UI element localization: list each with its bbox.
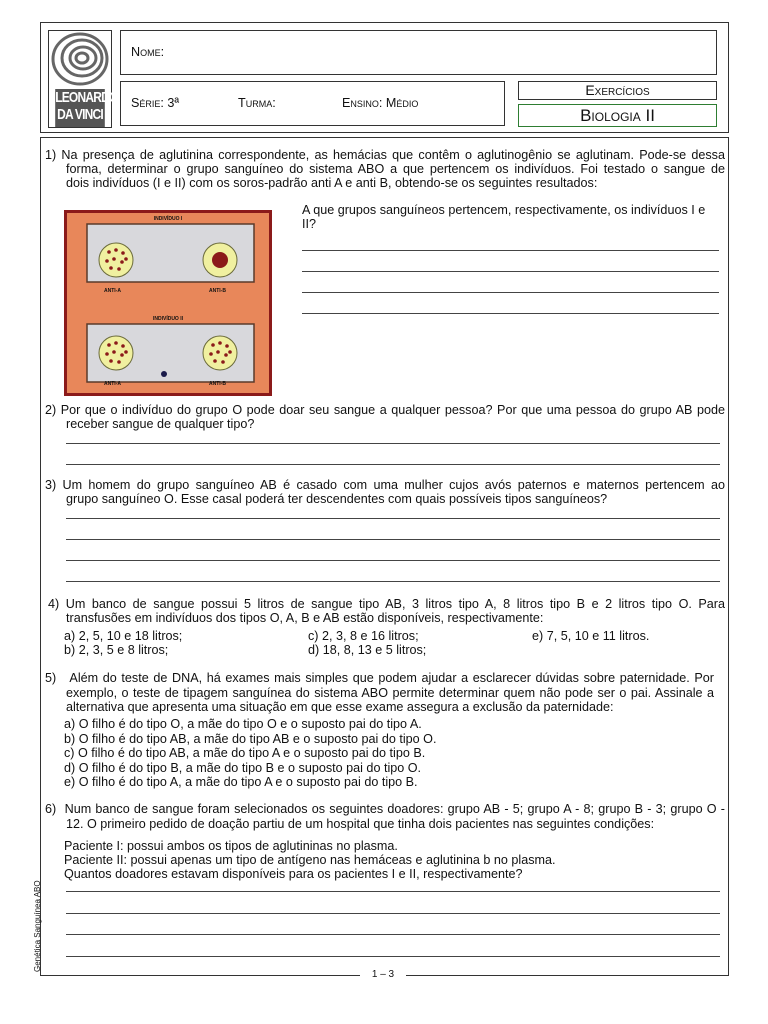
question-text: 6) Num banco de sangue foram selecionados os seguintes doadores: grupo AB - 5; grupo A - 8; grupo B - 3; grupo O -	[45, 802, 725, 816]
answer-line[interactable]	[302, 292, 719, 293]
subject-title: Biologia II	[518, 104, 717, 127]
anti-b-label: ANTI-B	[209, 288, 226, 294]
question-text: exemplo, o teste de tipagem sanguínea do sistema ABO permite determinar quem não pode ser o pai. Assinale a	[66, 686, 714, 700]
answer-line[interactable]	[302, 271, 719, 272]
question-text: alternativa que apresenta uma situação em que esse exame assegura a exclusão da paternidade:	[66, 700, 614, 714]
individual-1-label: INDIVÍDUO I	[153, 216, 183, 222]
question-text: transfusões em indivíduos dos tipos O, A, B e AB estão disponíveis, respectivamente:	[66, 611, 544, 625]
question-text: 2) Por que o indivíduo do grupo O pode doar seu sangue a qualquer pessoa? Por que uma pessoa do grupo AB pode	[45, 403, 725, 417]
answer-line[interactable]	[302, 313, 719, 314]
name-label: Nome:	[131, 45, 165, 59]
patient-1-text: Paciente I: possui ambos os tipos de aglutininas no plasma.	[64, 839, 398, 853]
turma-label: Turma:	[238, 96, 276, 110]
answer-line[interactable]	[66, 891, 720, 892]
option-a[interactable]: a) 2, 5, 10 e 18 litros;	[64, 629, 183, 643]
answer-line[interactable]	[66, 518, 720, 519]
option-e[interactable]: e) 7, 5, 10 e 11 litros.	[532, 629, 650, 643]
option-d[interactable]: d) O filho é do tipo B, a mãe do tipo B e o suposto pai do tipo O.	[64, 761, 422, 775]
question-text: 12. O primeiro pedido de doação partiu de um hospital que tinha dois pacientes nas seguintes condições:	[66, 817, 655, 831]
question-text: receber sangue de qualquer tipo?	[66, 417, 255, 431]
option-a[interactable]: a) O filho é do tipo O, a mãe do tipo O e o suposto pai do tipo A.	[64, 717, 422, 731]
ensino-label: Ensino: Médio	[342, 96, 419, 110]
individual-2-label: INDIVÍDUO II	[152, 316, 183, 322]
question-text: forma, determinar o grupo sanguíneo do sistema ABO a que pertencem os indivíduos. Foi testado o sangue de	[66, 162, 725, 176]
question-text: A que grupos sanguíneos pertencem, respectivamente, os indivíduos I e	[302, 203, 706, 217]
question-text: grupo sanguíneo O. Esse casal poderá ter descendentes com quais possíveis tipos sanguíneos?	[66, 492, 608, 506]
patient-2-text: Paciente II: possui apenas um tipo de antígeno nas hemáceas e aglutinina b no plasma.	[64, 853, 556, 867]
logo-text-line2: DA VINCI	[57, 106, 103, 123]
option-e[interactable]: e) O filho é do tipo A, a mãe do tipo A e o suposto pai do tipo B.	[64, 775, 418, 789]
anti-b-label: ANTI-B	[209, 381, 226, 387]
answer-line[interactable]	[66, 560, 720, 561]
answer-line[interactable]	[66, 443, 720, 444]
question-text: dois indivíduos (I e II) com os soros-padrão anti A e anti B, obtendo-se os seguintes resultados:	[66, 176, 598, 190]
option-c[interactable]: c) O filho é do tipo AB, a mãe do tipo A e o suposto pai do tipo B.	[64, 746, 426, 760]
anti-a-label: ANTI-A	[104, 288, 121, 294]
question-text: 1) Na presença de aglutinina correspondente, as hemácias que contêm o aglutinogênio se aglutinam. Pode-se dessa	[45, 148, 725, 162]
anti-a-label: ANTI-A	[104, 381, 121, 387]
spiral-logo-icon	[49, 31, 111, 87]
side-label: Genética Sanguínea ABO	[33, 880, 42, 972]
name-field[interactable]	[120, 30, 717, 75]
answer-line[interactable]	[66, 934, 720, 935]
option-d[interactable]: d) 18, 8, 13 e 5 litros;	[308, 643, 427, 657]
document-type: Exercícios	[518, 81, 717, 100]
logo-text-line1: LEONARDO	[55, 89, 118, 106]
question-text: Quantos doadores estavam disponíveis para os pacientes I e II, respectivamente?	[64, 867, 523, 881]
page-number: 1 – 3	[360, 968, 406, 982]
class-info-box	[120, 81, 505, 126]
question-text: 4) Um banco de sangue possui 5 litros de sangue tipo AB, 3 litros tipo A, 8 litros tipo B e 2 litros tipo O. Para	[48, 597, 725, 611]
answer-line[interactable]	[66, 539, 720, 540]
answer-line[interactable]	[66, 464, 720, 465]
answer-line[interactable]	[66, 956, 720, 957]
option-b[interactable]: b) 2, 3, 5 e 8 litros;	[64, 643, 169, 657]
question-text: 5) Além do teste de DNA, há exames mais simples que podem ajudar a esclarecer dúvidas sobre paternidade. Por	[45, 671, 714, 685]
answer-line[interactable]	[66, 581, 720, 582]
answer-line[interactable]	[66, 913, 720, 914]
option-b[interactable]: b) O filho é do tipo AB, a mãe do tipo AB e o suposto pai do tipo O.	[64, 732, 437, 746]
question-text: II?	[302, 217, 317, 231]
school-logo	[48, 30, 118, 128]
question-text: 3) Um homem do grupo sanguíneo AB é casado com uma mulher cujos avós paternos e maternos pertencem ao	[45, 478, 725, 492]
option-c[interactable]: c) 2, 3, 8 e 16 litros;	[308, 629, 419, 643]
answer-line[interactable]	[302, 250, 719, 251]
agglutination-figure	[64, 210, 272, 396]
serie-label: Série: 3ª	[131, 96, 180, 110]
